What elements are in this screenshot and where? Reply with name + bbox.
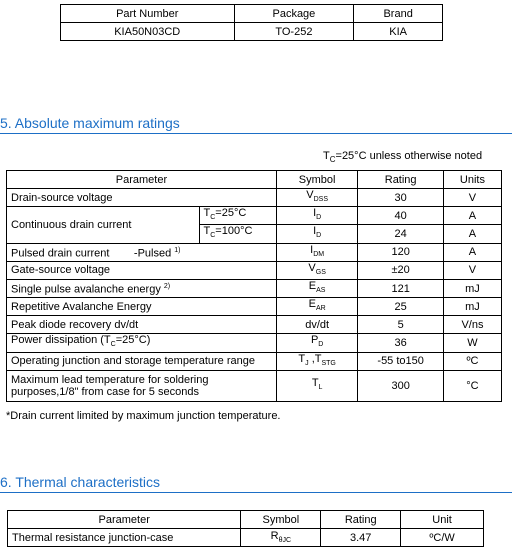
param-peak-diode-recovery: Peak diode recovery dv/dt — [7, 316, 277, 334]
section-6-title: 6. Thermal characteristics — [0, 474, 161, 490]
param-continuous-drain-current: Continuous drain current — [7, 207, 200, 243]
unit: V — [443, 189, 501, 207]
symbol-dvdt: dv/dt — [276, 316, 357, 334]
thermal-characteristics-table — [7, 510, 484, 547]
rating: 40 — [358, 207, 444, 225]
unit: V/ns — [443, 316, 501, 334]
table-row — [7, 334, 502, 352]
rating: 3.47 — [321, 529, 401, 547]
table-header-row — [8, 511, 484, 529]
unit: W — [443, 334, 501, 352]
table-row — [7, 189, 502, 207]
header-part-number: Part Number — [61, 5, 235, 23]
part-info-row — [61, 23, 443, 41]
section-5-divider — [0, 133, 512, 134]
table-row — [7, 370, 502, 401]
symbol-vgs: $V_{GS}$ — [276, 261, 357, 279]
param-operating-temperature: Operating junction and storage temperature range — [7, 352, 277, 370]
rating: 300 — [358, 370, 444, 401]
rating: 36 — [358, 334, 444, 352]
param-pulsed-drain-current: Pulsed drain current -Pulsed $^{1)}$ — [7, 243, 277, 261]
table-header-row — [7, 171, 502, 189]
table-row — [7, 243, 502, 261]
rating: 30 — [358, 189, 444, 207]
rating: 5 — [358, 316, 444, 334]
header-parameter: Parameter — [7, 171, 277, 189]
condition-tc100: $T_C=100^\circ C$ — [199, 225, 276, 243]
section-6-divider — [0, 492, 512, 493]
symbol-tl: $T_L$ — [276, 370, 357, 401]
header-package: Package — [234, 5, 354, 23]
symbol-eas: $E_{AS}$ — [276, 279, 357, 297]
unit: ºC/W — [401, 529, 484, 547]
param-max-lead-temperature: Maximum lead temperature for soldering purposes,1/8" from case for 5 seconds — [7, 370, 277, 401]
header-units: Units — [443, 171, 501, 189]
header-symbol: Symbol — [276, 171, 357, 189]
header-symbol: Symbol — [241, 511, 321, 529]
table-row — [7, 352, 502, 370]
symbol-rthjc: $R_{\theta JC}$ — [241, 529, 321, 547]
unit: ºC — [443, 352, 501, 370]
table-row — [7, 298, 502, 316]
unit: V — [443, 261, 501, 279]
rating: 25 — [358, 298, 444, 316]
param-gate-source-voltage: Gate-source voltage — [7, 261, 277, 279]
symbol-id: $I_D$ — [276, 225, 357, 243]
param-power-dissipation: Power dissipation $(T_C=25^\circ C)$ — [7, 334, 277, 352]
brand: KIA — [354, 23, 443, 41]
rating: 24 — [358, 225, 444, 243]
table-row — [7, 316, 502, 334]
absolute-max-ratings-table — [6, 170, 502, 402]
condition-tc25: $T_C=25^\circ C$ — [199, 207, 276, 225]
table-row — [8, 529, 484, 547]
symbol-vdss: $V_{DSS}$ — [276, 189, 357, 207]
header-brand: Brand — [354, 5, 443, 23]
part-info-table — [60, 4, 443, 41]
unit: A — [443, 225, 501, 243]
header-parameter: Parameter — [8, 511, 241, 529]
rating: 120 — [358, 243, 444, 261]
table-row — [7, 279, 502, 297]
table-row — [7, 261, 502, 279]
header-rating: Rating — [358, 171, 444, 189]
header-unit: Unit — [401, 511, 484, 529]
part-number: KIA50N03CD — [61, 23, 235, 41]
param-single-pulse-avalanche-energy: Single pulse avalanche energy $^{2)}$ — [7, 279, 277, 297]
rating: 121 — [358, 279, 444, 297]
test-condition: $T_C=25^\circ C$ unless otherwise noted — [323, 150, 483, 165]
header-rating: Rating — [321, 511, 401, 529]
unit: mJ — [443, 279, 501, 297]
symbol-tj-tstg: $T_J$ $,T_{STG}$ — [276, 352, 357, 370]
unit: °C — [443, 370, 501, 401]
symbol-ear: $E_{AR}$ — [276, 298, 357, 316]
rating: -55 to150 — [358, 352, 444, 370]
param-thermal-resistance: Thermal resistance junction-case — [8, 529, 241, 547]
symbol-idm: $I_{DM}$ — [276, 243, 357, 261]
footnote: *Drain current limited by maximum junction temperature. — [6, 410, 281, 422]
part-info-header-row — [61, 5, 443, 23]
package: TO-252 — [234, 23, 354, 41]
unit: A — [443, 207, 501, 225]
rating: ±20 — [358, 261, 444, 279]
unit: A — [443, 243, 501, 261]
symbol-id: $I_D$ — [276, 207, 357, 225]
param-drain-source-voltage: Drain-source voltage — [7, 189, 277, 207]
table-row — [7, 207, 502, 225]
param-repetitive-avalanche-energy: Repetitive Avalanche Energy — [7, 298, 277, 316]
unit: mJ — [443, 298, 501, 316]
symbol-pd: $P_D$ — [276, 334, 357, 352]
section-5-title: 5. Absolute maximum ratings — [0, 115, 180, 131]
